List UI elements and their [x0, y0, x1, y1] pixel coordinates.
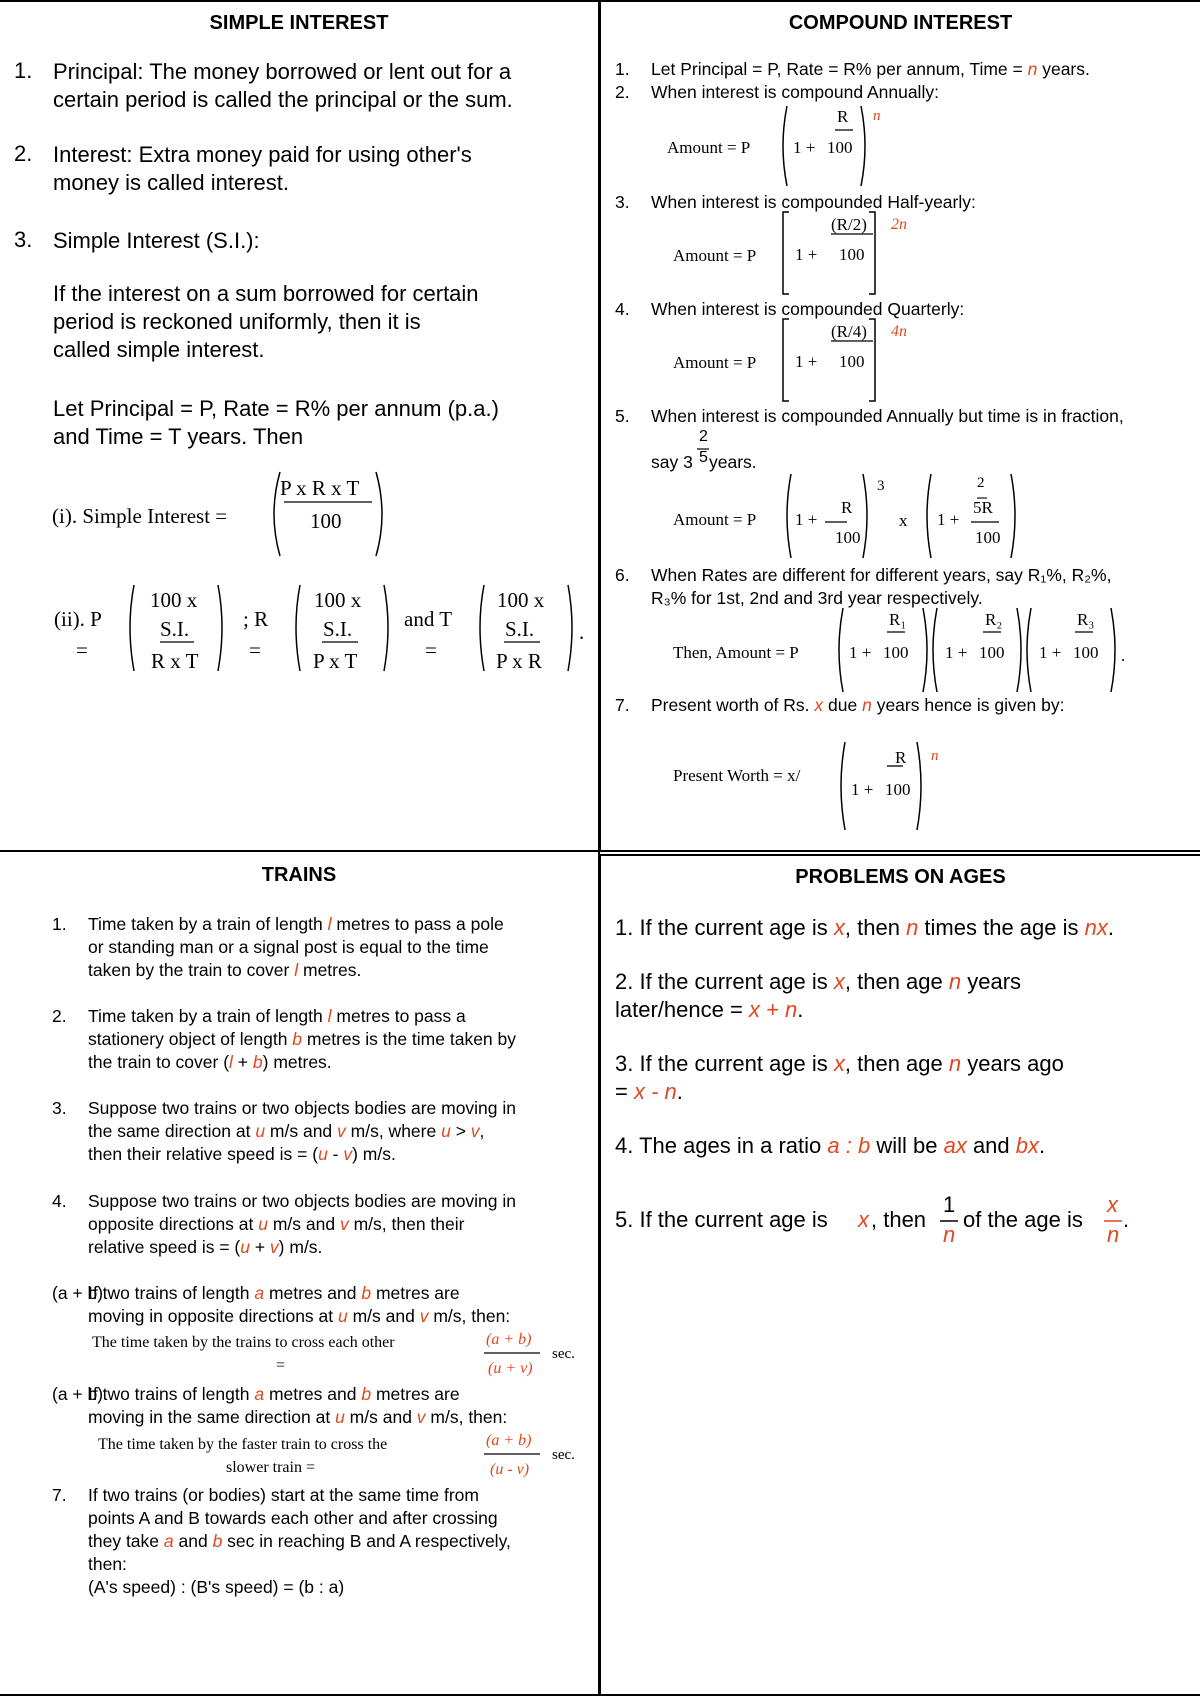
si-formula2-end: .: [579, 620, 585, 644]
ag-text: years ago: [961, 1051, 1064, 1076]
ci-amount-label: Amount = P: [673, 510, 757, 529]
tr-formula-eq: =: [276, 1357, 286, 1374]
si-formula-denominator: 100: [310, 509, 342, 533]
tr-var-v: v: [337, 1121, 346, 1141]
tr-text: relative speed is = (: [88, 1237, 241, 1257]
ag-ratio: a : b: [827, 1133, 871, 1158]
tr-var-b: b: [252, 1052, 263, 1072]
ci-item-number: 2.: [615, 82, 630, 102]
ci-one-plus: 1 +: [945, 643, 968, 662]
ci-exp: 4n: [891, 323, 907, 340]
ag-text: , then: [871, 1207, 927, 1232]
ci-var-n: n: [1027, 59, 1038, 79]
ages-item-4: [615, 1132, 1045, 1160]
ci-amount-label: Amount = P: [667, 138, 751, 157]
ci-exp: 2n: [891, 216, 907, 233]
si-formula-label: (i). Simple Interest =: [52, 504, 228, 528]
tr-line: points A and B towards each other and after crossing: [88, 1508, 498, 1528]
tr-line: [88, 1530, 511, 1553]
ci-den: 100: [979, 643, 1005, 662]
ag-line: [615, 1078, 1064, 1106]
ages-item-2: [615, 968, 1021, 1024]
ci-text: Let Principal = P, Rate = R% per annum, Time =: [651, 59, 1028, 79]
ci-amount-label: Amount = P: [673, 246, 757, 265]
tr-var-u: u: [240, 1237, 250, 1257]
ci-item-1: [651, 58, 1090, 81]
tr-item-number: 4.: [52, 1191, 67, 1211]
ci-r1: R₁: [889, 610, 907, 629]
ci-exp: n: [931, 748, 939, 764]
ci-one-plus: 1 +: [937, 510, 960, 529]
tr-formula-text: The time taken by the trains to cross each other: [92, 1334, 395, 1351]
tr-line: [88, 1028, 516, 1051]
si-para-line: called simple interest.: [53, 337, 265, 362]
ci-item-6: [651, 564, 1111, 610]
tr-line: [88, 1143, 516, 1166]
tr-var-u: u: [335, 1407, 345, 1427]
si-para-line: Let Principal = P, Rate = R% per annum (p.a.): [53, 396, 499, 421]
tr-var-v: v: [343, 1144, 353, 1164]
ci-times: x: [899, 511, 908, 530]
tr-item-number: 3.: [52, 1098, 67, 1118]
tr-text: sec in reaching B and A respectively,: [222, 1531, 511, 1551]
ag-text: of the age is: [963, 1207, 1083, 1232]
ci-exp: n: [873, 108, 881, 124]
ag-text: will be: [870, 1133, 944, 1158]
tr-text: m/s, then their: [348, 1214, 465, 1234]
si-formula2-eq: =: [425, 638, 437, 662]
tr-formula-num: (a + b): [486, 1432, 532, 1449]
tr-item-number: 1.: [52, 914, 67, 934]
simple-interest-panel: [0, 0, 600, 852]
ci-years: years.: [709, 452, 757, 472]
si-principal-line1: Principal: The money borrowed or lent out for a: [53, 59, 512, 84]
tr-text: they take: [88, 1531, 164, 1551]
si-r-bot: P x T: [313, 649, 358, 673]
tr-item-4: [88, 1190, 516, 1259]
tr-item-number: (a + b): [52, 1384, 104, 1404]
ag-var-x: x: [858, 1207, 869, 1232]
tr-text: moving in opposite directions at: [88, 1306, 338, 1326]
tr-line: [88, 1282, 510, 1305]
tr-text: and: [173, 1531, 213, 1551]
ci-text: years hence is given by:: [871, 695, 1065, 715]
tr-text: ,: [479, 1121, 485, 1141]
ci-num2-top: 2: [977, 475, 985, 491]
tr-text: If two trains of length: [88, 1384, 255, 1404]
si-sep-r: ; R: [243, 607, 269, 631]
ag-line: [615, 996, 1021, 1024]
ci-item-number: 4.: [615, 299, 630, 319]
si-item-number: 2.: [14, 141, 33, 166]
tr-var-l: l: [229, 1052, 233, 1072]
ag-expr: x + n: [748, 997, 798, 1022]
trains-title: TRAINS: [261, 864, 337, 886]
tr-line: [88, 1406, 507, 1429]
ag-frac-n: n: [943, 1222, 956, 1247]
si-p-mid: S.I.: [160, 617, 190, 641]
si-t-top: 100 x: [497, 588, 545, 612]
ag-text: and: [966, 1133, 1016, 1158]
tr-formula-den: (u - v): [490, 1461, 530, 1478]
tr-var-v: v: [339, 1214, 349, 1234]
ci-one-plus: 1 +: [795, 245, 818, 264]
tr-var-v: v: [470, 1121, 480, 1141]
tr-text: metres and: [264, 1384, 362, 1404]
tr-text: +: [232, 1052, 253, 1072]
ci-num2-bot: 5R: [973, 498, 993, 517]
si-para-line: If the interest on a sum borrowed for certain: [53, 281, 479, 306]
tr-var-u: u: [441, 1121, 451, 1141]
tr-text: stationery object of length: [88, 1029, 293, 1049]
ag-text: .: [1107, 915, 1114, 940]
ag-text: years: [961, 969, 1022, 994]
ci-item-number: 5.: [615, 406, 630, 426]
tr-var-v: v: [416, 1407, 426, 1427]
tr-formula-den: (u + v): [488, 1360, 533, 1377]
tr-formula-bar: [484, 1352, 544, 1356]
compound-interest-title: COMPOUND INTEREST: [788, 12, 1013, 34]
ag-expr: x - n: [633, 1079, 677, 1104]
tr-text: metres are: [371, 1283, 460, 1303]
tr-text: metres is the time taken by: [302, 1029, 517, 1049]
tr-var-l: l: [294, 960, 299, 980]
tr-item-number: 7.: [52, 1485, 67, 1505]
tr-item-7: [88, 1484, 511, 1599]
ci-item-4: When interest is compounded Quarterly:: [651, 299, 965, 319]
tr-text: ) m/s.: [278, 1237, 323, 1257]
si-item-simple-interest: Simple Interest (S.I.):: [53, 228, 260, 253]
ci-den: 100: [883, 643, 909, 662]
ci-item-2: When interest is compound Annually:: [651, 82, 939, 102]
ci-item-3: When interest is compounded Half-yearly:: [651, 192, 976, 212]
ci-den: 100: [839, 245, 865, 264]
tr-item-5: [88, 1282, 510, 1328]
si-interest-line1: Interest: Extra money paid for using other's: [53, 142, 472, 167]
ci-text: years.: [1037, 59, 1090, 79]
ag-text: .: [797, 997, 804, 1022]
ci-then-amount-label: Then, Amount = P: [673, 643, 799, 662]
tr-item-number: 2.: [52, 1006, 67, 1026]
ag-text: 2. If the current age is: [615, 969, 834, 994]
ag-text: , then age: [844, 1051, 949, 1076]
ci-say: say 3: [651, 452, 693, 472]
tr-var-u: u: [318, 1144, 328, 1164]
ci-text: due: [823, 695, 863, 715]
ci-item-number: 6.: [615, 565, 630, 585]
tr-formula-bar: [484, 1453, 544, 1457]
ci-item6-line1: When Rates are different for different years, say R₁%, R₂%,: [651, 565, 1112, 585]
tr-text: m/s, where: [345, 1121, 442, 1141]
tr-line: If two trains (or bodies) start at the same time from: [88, 1485, 479, 1505]
tr-text: m/s and: [265, 1121, 338, 1141]
tr-var-u: u: [255, 1121, 266, 1141]
si-let-paragraph: [53, 395, 499, 451]
ci-r2: R₂: [985, 610, 1003, 629]
si-p-bot: R x T: [151, 649, 199, 673]
si-item-interest: [53, 141, 472, 197]
ag-line: [615, 968, 1021, 996]
trains-panel: [0, 850, 600, 1696]
tr-formula-num: (a + b): [486, 1331, 532, 1348]
ag-var-ax: ax: [943, 1133, 967, 1158]
ages-item-1: [615, 914, 1114, 942]
tr-line: [88, 1305, 510, 1328]
ci-one-plus: 1 +: [849, 643, 872, 662]
tr-var-l: l: [327, 914, 332, 934]
tr-var-l: l: [327, 1006, 332, 1026]
tr-text: Time taken by a train of length: [88, 1006, 328, 1026]
tr-var-b: b: [212, 1531, 223, 1551]
tr-var-u: u: [338, 1306, 348, 1326]
ag-var-n: n: [948, 969, 962, 994]
ci-one-plus: 1 +: [795, 510, 818, 529]
si-t-bot: P x R: [496, 649, 542, 673]
tr-line: [88, 959, 504, 982]
ci-item-5: When interest is compounded Annually but time is in fraction,: [651, 406, 1124, 426]
si-item-principal: [53, 58, 513, 114]
ag-var-x: x: [833, 1051, 845, 1076]
ag-text: 4. The ages in a ratio: [615, 1133, 828, 1158]
ages-item-3: [615, 1050, 1064, 1106]
ci-num: R: [895, 748, 907, 767]
ci-exp: 3: [877, 478, 885, 494]
ci-den: 100: [885, 780, 911, 799]
ci-var-x: x: [814, 695, 824, 715]
ci-var-n: n: [862, 695, 872, 715]
ci-num: (R/2): [831, 215, 867, 234]
tr-text: m/s and: [344, 1407, 417, 1427]
si-principal-line2: certain period is called the principal or the sum.: [53, 87, 513, 112]
si-r-top: 100 x: [314, 588, 362, 612]
tr-var-v: v: [269, 1237, 279, 1257]
ag-var-n: n: [948, 1051, 962, 1076]
tr-text: metres and: [264, 1283, 362, 1303]
tr-line: [88, 1383, 507, 1406]
ag-var-x: x: [833, 969, 845, 994]
tr-item-number: (a + b): [52, 1283, 104, 1303]
tr-text: m/s and: [267, 1214, 340, 1234]
si-item-number: 3.: [14, 227, 33, 252]
si-t-mid: S.I.: [505, 617, 535, 641]
ag-frac-n: n: [1107, 1222, 1120, 1247]
tr-text: m/s, then:: [425, 1407, 508, 1427]
tr-formula-text: slower train =: [226, 1459, 315, 1476]
tr-line: or standing man or a signal post is equal to the time: [88, 937, 489, 957]
ci-amount-label: Amount = P: [673, 353, 757, 372]
ag-text: 1. If the current age is: [615, 915, 834, 940]
ci-item-number: 3.: [615, 192, 630, 212]
tr-var-b: b: [292, 1029, 303, 1049]
tr-var-v: v: [419, 1306, 429, 1326]
tr-text: >: [450, 1121, 471, 1141]
tr-text: m/s, then:: [428, 1306, 511, 1326]
ci-num: R: [837, 107, 849, 126]
tr-formula-text: The time taken by the faster train to cross the: [98, 1436, 388, 1453]
tr-text: metres to pass a: [331, 1006, 466, 1026]
si-definition-paragraph: [53, 280, 479, 364]
ci-frac-num: 2: [699, 428, 708, 445]
tr-line: Suppose two trains or two objects bodies are moving in: [88, 1098, 517, 1118]
tr-line: [88, 1213, 516, 1236]
compound-interest-panel: [599, 0, 1200, 852]
si-item-number: 1.: [14, 58, 33, 83]
ag-text: , then: [844, 915, 907, 940]
ag-text: .: [1123, 1207, 1130, 1232]
tr-var-u: u: [258, 1214, 268, 1234]
tr-text: the same direction at: [88, 1121, 256, 1141]
si-interest-line2: money is called interest.: [53, 170, 289, 195]
ci-item-number: 1.: [615, 59, 630, 79]
tr-text: metres.: [298, 960, 362, 980]
tr-line: then:: [88, 1554, 127, 1574]
ages-title: PROBLEMS ON AGES: [795, 866, 1006, 888]
si-r-mid: S.I.: [323, 617, 353, 641]
ci-item-number: 7.: [615, 695, 630, 715]
tr-formula-sec: sec.: [552, 1346, 575, 1362]
tr-text: +: [249, 1237, 270, 1257]
tr-text: metres are: [371, 1384, 460, 1404]
ag-var-x: x: [833, 915, 845, 940]
tr-item-2: [88, 1005, 516, 1074]
tr-line: [88, 1120, 516, 1143]
ci-den: 100: [835, 528, 861, 547]
tr-text: ) metres.: [262, 1052, 332, 1072]
ag-var-bx: bx: [1015, 1133, 1040, 1158]
ci-den: 100: [1073, 643, 1099, 662]
ag-frac-one: 1: [943, 1192, 956, 1217]
tr-item-3: [88, 1097, 516, 1166]
ci-one-plus: 1 +: [851, 780, 874, 799]
ag-var-n: n: [906, 915, 919, 940]
ci-den: 100: [839, 352, 865, 371]
ag-frac-x: x: [1107, 1192, 1118, 1217]
ci-r3: R₃: [1077, 610, 1095, 629]
si-para-line: and Time = T years. Then: [53, 424, 304, 449]
ci-item6-line2: R₃% for 1st, 2nd and 3rd year respectively.: [651, 588, 983, 608]
tr-var-a: a: [163, 1531, 174, 1551]
tr-line: [88, 913, 504, 936]
tr-item-6: [88, 1383, 507, 1429]
tr-line: (A's speed) : (B's speed) = (b : a): [88, 1577, 345, 1597]
ci-num: R: [841, 498, 853, 517]
tr-text: the train to cover (: [88, 1052, 230, 1072]
ag-text: .: [1039, 1133, 1046, 1158]
tr-item-1: [88, 913, 504, 982]
ci-den: 100: [827, 138, 853, 157]
tr-line: [88, 1236, 516, 1259]
si-para-line: period is reckoned uniformly, then it is: [53, 309, 421, 334]
ci-num: (R/4): [831, 322, 867, 341]
ci-pw-label: Present Worth = x/: [673, 766, 801, 785]
simple-interest-title: SIMPLE INTEREST: [209, 12, 389, 34]
ci-one-plus: 1 +: [793, 138, 816, 157]
tr-text: opposite directions at: [88, 1214, 259, 1234]
tr-var-b: b: [361, 1384, 372, 1404]
ag-var-nx: nx: [1084, 915, 1108, 940]
tr-text: moving in the same direction at: [88, 1407, 336, 1427]
tr-formula-sec: sec.: [552, 1447, 575, 1463]
ci-one-plus: 1 +: [795, 352, 818, 371]
si-formula2-eq: =: [249, 638, 261, 662]
ages-panel: [599, 854, 1200, 1696]
tr-var-a: a: [254, 1283, 265, 1303]
tr-line: Suppose two trains or two objects bodies are moving in: [88, 1191, 517, 1211]
ag-text: .: [676, 1079, 683, 1104]
tr-text: taken by the train to cover: [88, 960, 295, 980]
ci-frac-den: 5: [699, 449, 708, 466]
ci-item-7: [651, 694, 1064, 717]
tr-var-b: b: [361, 1283, 372, 1303]
tr-text: If two trains of length: [88, 1283, 255, 1303]
tr-text: m/s and: [347, 1306, 420, 1326]
tr-var-a: a: [254, 1384, 265, 1404]
tr-text: then their relative speed is = (: [88, 1144, 319, 1164]
ci-den2: 100: [975, 528, 1001, 547]
ag-text: later/hence =: [615, 997, 749, 1022]
tr-line: [88, 1051, 516, 1074]
ag-text: times the age is: [918, 915, 1085, 940]
si-sep-t: and T: [404, 607, 453, 631]
ci-rates-end: .: [1121, 646, 1126, 665]
ag-text: , then age: [844, 969, 949, 994]
tr-text: Time taken by a train of length: [88, 914, 328, 934]
tr-line: [88, 1005, 516, 1028]
ag-text: 5. If the current age is: [615, 1207, 828, 1232]
si-formula-numerator: P x R x T: [280, 476, 360, 500]
tr-text: metres to pass a pole: [331, 914, 504, 934]
si-formula2-lead: (ii). P: [54, 607, 102, 631]
ci-text: Present worth of Rs.: [651, 695, 815, 715]
si-p-top: 100 x: [150, 588, 198, 612]
si-formula2-eq: =: [76, 638, 88, 662]
ag-line: [615, 1050, 1064, 1078]
ci-one-plus: 1 +: [1039, 643, 1062, 662]
tr-text: ) m/s.: [352, 1144, 396, 1164]
ag-text: =: [615, 1079, 634, 1104]
ag-text: 3. If the current age is: [615, 1051, 834, 1076]
tr-text: -: [327, 1144, 344, 1164]
